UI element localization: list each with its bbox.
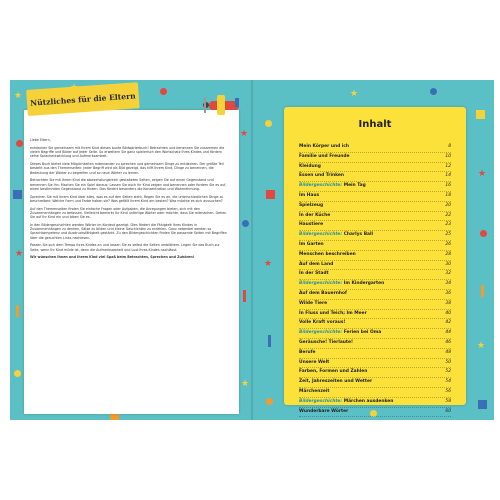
- toc-entry-page: 44: [445, 330, 451, 336]
- toc-entry-label: Ferien bei Oma: [343, 330, 382, 336]
- decorative-toy-icon: [481, 285, 484, 297]
- toc-entry: [299, 359, 451, 369]
- toc-entry-page: 8: [448, 144, 451, 149]
- toc-entry-label: Im Kindergarten: [343, 281, 385, 287]
- toc-entry-page: 52: [445, 369, 451, 375]
- toc-entry: [299, 280, 451, 290]
- toc-entry-title: [299, 280, 384, 289]
- toc-entry: [299, 388, 451, 398]
- toc-entry: [299, 408, 451, 418]
- toc-entry-page: 32: [445, 271, 451, 277]
- toc-entry: [299, 368, 451, 378]
- toc-list: [299, 143, 451, 417]
- decorative-toy-icon: [266, 190, 275, 199]
- toc-entry: [299, 290, 451, 300]
- toc-entry-title: [299, 310, 367, 319]
- toc-entry-label: Wilde Tiere: [299, 300, 328, 306]
- toc-entry-label: Mein Tag: [343, 183, 366, 189]
- toc-entry-label: Menschen beschreiben: [299, 251, 356, 257]
- decorative-toy-icon: ★: [477, 341, 486, 351]
- toc-entry-title: [299, 163, 321, 172]
- toc-entry: [299, 378, 451, 388]
- toc-entry-label: Unsere Welt: [299, 359, 330, 365]
- decorative-toy-icon: [430, 88, 437, 95]
- parents-greeting: Liebe Eltern,: [30, 138, 51, 142]
- toc-entry-label: In Fluss und Teich; Im Meer: [299, 310, 367, 316]
- toc-entry-title: [299, 319, 346, 328]
- toc-entry-page: 36: [445, 290, 451, 296]
- decorative-toy-icon: ★: [478, 169, 487, 179]
- decorative-toy-icon: [266, 398, 273, 405]
- toc-entry-label: Im Garten: [299, 241, 324, 247]
- toc-entry-label: Auf dem Land: [299, 261, 334, 267]
- toc-entry-page: 58: [445, 398, 451, 404]
- toc-entry-page: 46: [445, 339, 451, 345]
- toc-entry-page: 38: [445, 300, 451, 306]
- toc-story-prefix: Bildergeschichte:: [299, 330, 343, 336]
- toc-entry-title: [299, 231, 373, 240]
- toc-entry-title: [299, 221, 323, 230]
- toc-entry-label: Familie und Freunde: [299, 153, 350, 159]
- toy-plane-icon: [195, 89, 253, 119]
- toc-entry: [299, 231, 451, 241]
- parents-paragraph: Auf den Themenseiten finden Sie einfache Fragen oder Aufgaben, die Anregungen bieten, sich mit den Zusammenhängen zu befassen. Vielleicht bemerkt Ihr Kind unfertige Wörter oder möchte, dass Sie mitmachen. Gehen Sie auf Ihr Kind ein und loben Sie es.: [30, 206, 227, 220]
- toc-entry-label: Im Haus: [299, 192, 320, 198]
- decorative-toy-icon: [16, 140, 23, 147]
- toc-entry-title: [299, 359, 329, 368]
- toc-entry-page: 16: [445, 183, 451, 189]
- toc-entry: [299, 153, 451, 163]
- toc-entry-label: Charlys Ball: [343, 232, 374, 238]
- toc-entry-page: 23: [445, 222, 451, 228]
- toc-entry-page: 56: [445, 388, 451, 394]
- toc-story-prefix: Bildergeschichte:: [299, 232, 343, 238]
- table-of-contents-card: [284, 107, 466, 414]
- decorative-toy-icon: [243, 290, 246, 302]
- toc-entry: [299, 398, 451, 408]
- toc-entry: [299, 192, 451, 202]
- toc-entry-label: Farben, Formen und Zahlen: [299, 369, 368, 375]
- parents-closing: Wir wünschen Ihnen und Ihrem Kind viel Spaß beim Betrachten, Sprechen und Zuhören!: [30, 255, 195, 260]
- toc-entry-page: 26: [445, 241, 451, 247]
- toc-entry: [299, 221, 451, 231]
- parents-paragraph: Betrachten Sie mit Ihrem Kind die abwechslungsreich gestalteten Seiten, zeigen Sie auf einen Gegenstand und benennen Sie ihn. Machen Sie ein Spiel daraus: Lassen Sie auch Ihr Kind zeigen und benennen oder fordern Sie es auf, einen bestimmten Gegenstand zu finden. Das fördert besonders die Konzentration und Wahrnehmung.: [30, 178, 227, 191]
- toc-entry-page: 54: [445, 379, 451, 385]
- toc-entry-page: 25: [445, 232, 451, 238]
- toc-entry-title: [299, 172, 344, 181]
- toc-entry-title: [299, 261, 333, 270]
- parents-heading: Nützliches für die Eltern: [29, 90, 136, 108]
- toc-entry-page: 10: [445, 153, 451, 159]
- decorative-toy-icon: ★: [240, 129, 249, 139]
- toc-entry-page: 48: [445, 349, 451, 355]
- toc-entry-label: Berufe: [299, 349, 316, 355]
- decorative-toy-icon: [268, 335, 271, 347]
- toc-entry: [299, 310, 451, 320]
- toc-entry: [299, 261, 451, 271]
- toc-entry-title: [299, 300, 327, 309]
- toc-entry-label: Spielzeug: [299, 202, 324, 208]
- decorative-toy-icon: [16, 305, 19, 317]
- decorative-toy-icon: [14, 370, 21, 377]
- toc-entry: [299, 172, 451, 182]
- toc-story-prefix: Bildergeschichte:: [299, 398, 343, 404]
- toc-entry: [299, 212, 451, 222]
- book-spread: [10, 80, 494, 420]
- toc-entry-title: [299, 212, 330, 221]
- toc-entry: [299, 163, 451, 173]
- parents-paragraph: Passen Sie sich dem Tempo Ihres Kindes an und lassen Sie es selbst die Seiten umblättern. Legen Sie das Buch zur Seite, wenn Ihr Kind müde ist, denn die Aufmerksamkeit und Lust Ihres Kindes nachlässt.: [30, 243, 220, 252]
- toc-entry: [299, 182, 451, 192]
- toc-entry: [299, 143, 451, 153]
- decorative-toy-icon: ★: [15, 249, 24, 259]
- toc-entry-label: Wunderbare Wörter: [299, 408, 349, 414]
- parents-paragraph: In den Bildergeschichten werden Wörter im Kontext gezeigt. Dies fördert die Fähigkeit Ihres Kindes in Zusammenhängen zu denken, Sätze zu bilden und kleine Geschichten zu erzählen. Ganz nebenbei werden so Sprachkompetenz und Ausdrucksfähigkeit gestärkt. Zu den Bildergeschichten finden Sie passende Seiten mit Begriffen über die gesuchten Links nachlesen.: [30, 222, 227, 240]
- toc-entry-title: [299, 143, 349, 152]
- toc-entry: [299, 241, 451, 251]
- decorative-toy-icon: [242, 220, 249, 227]
- toc-entry: [299, 251, 451, 261]
- toc-story-prefix: Bildergeschichte:: [299, 183, 343, 189]
- toc-entry-page: 20: [445, 202, 451, 208]
- decorative-toy-icon: ★: [350, 89, 359, 99]
- toc-entry-label: Volle Kraft voraus!: [299, 320, 346, 326]
- decorative-toy-icon: ★: [264, 259, 273, 269]
- toc-entry-label: Geräusche! Tierlaute!: [299, 339, 354, 345]
- toc-story-prefix: Bildergeschichte:: [299, 281, 343, 287]
- toc-entry-title: [299, 368, 367, 377]
- decorative-toy-icon: [160, 88, 167, 95]
- decorative-toy-icon: [13, 190, 22, 199]
- toc-entry-title: [299, 251, 356, 260]
- book-spine: [251, 80, 253, 420]
- toc-entry: [299, 339, 451, 349]
- toc-entry-page: 30: [445, 261, 451, 267]
- toc-entry-page: 12: [445, 163, 451, 169]
- decorative-toy-icon: [110, 414, 119, 420]
- toc-entry-page: 40: [445, 310, 451, 316]
- toc-entry-label: Märchen ausdenken: [343, 398, 394, 404]
- toc-entry-title: [299, 349, 316, 358]
- toc-entry-label: Haustiere: [299, 222, 324, 228]
- toc-entry-title: [299, 182, 366, 191]
- toc-entry-title: [299, 339, 353, 348]
- toc-entry-page: 18: [445, 192, 451, 198]
- parents-text: [30, 138, 228, 263]
- decorative-toy-icon: ★: [14, 91, 23, 101]
- toc-entry: [299, 349, 451, 359]
- toc-entry-title: [299, 202, 323, 211]
- toc-entry-title: [299, 378, 372, 387]
- toc-entry-page: 34: [445, 281, 451, 287]
- toc-entry-label: In der Küche: [299, 212, 331, 218]
- toc-entry: [299, 270, 451, 280]
- toc-entry-title: [299, 153, 349, 162]
- decorative-toy-icon: [480, 230, 487, 237]
- toc-entry-label: Auf dem Bauernhof: [299, 290, 347, 296]
- decorative-toy-icon: [478, 400, 487, 409]
- toc-entry: [299, 329, 451, 339]
- toc-entry-label: Zeit, Jahreszeiten und Wetter: [299, 379, 373, 385]
- decorative-toy-icon: [476, 110, 485, 119]
- toc-entry-title: [299, 329, 381, 338]
- decorative-toy-icon: [265, 120, 272, 127]
- toc-entry-title: [299, 398, 393, 407]
- toc-entry-page: 42: [445, 320, 451, 326]
- toc-entry: [299, 202, 451, 212]
- toc-entry-label: Mein Körper und ich: [299, 144, 349, 149]
- toc-title: Inhalt: [358, 119, 392, 130]
- toc-entry-page: 22: [445, 212, 451, 218]
- toc-entry: [299, 319, 451, 329]
- toc-entry-label: Essen und Trinken: [299, 173, 344, 179]
- toc-entry-label: In der Stadt: [299, 271, 329, 277]
- toc-entry: [299, 300, 451, 310]
- toc-entry-title: [299, 408, 348, 417]
- toc-entry-title: [299, 192, 319, 201]
- decorative-toy-icon: ★: [241, 379, 250, 389]
- parents-paragraph: Dieses Buch bietet viele Möglichkeiten miteinander zu sprechen und gemeinsam Dinge zu entdecken. Der größte Teil besteht aus den Themenseiten: Jeder Begriff wird als Bild gezeigt, das hilft Ihrem Kind, Dinge zu benennen, die Bedeutung der Wörter zu begreifen und so neue Wörter zu lernen.: [30, 161, 224, 175]
- toc-entry-label: Kleidung: [299, 163, 321, 169]
- toc-entry-label: Märchenzeit: [299, 388, 330, 394]
- parents-paragraph: Sprechen Sie mit Ihrem Kind über alles, was es auf den Seiten sieht. Regen Sie es an, die unterschiedlichen Dinge zu beschreiben: Welche Form und Farbe haben sie? Was gefällt Ihrem Kind am besten? Was möchte es sich aussuchen?: [30, 194, 224, 203]
- toc-entry-title: [299, 241, 324, 250]
- toc-entry-title: [299, 388, 329, 397]
- toc-entry-page: 14: [445, 173, 451, 179]
- toc-entry-page: 60: [445, 408, 451, 414]
- toc-entry-page: 28: [445, 251, 451, 257]
- parents-paragraph: entdecken Sie gemeinsam mit Ihrem Kind dieses bunte Bildwörterbuch! Betrachten und benennen Sie zusammen die vielen Begriffe und Bilder auf jeder Seite. So erweitern Sie ganz spielerisch den Wortschatz Ihres Kindes und fördern seine Sprachentwicklung und Aufmerksamkeit.: [30, 145, 225, 159]
- toc-entry-title: [299, 290, 347, 299]
- toc-entry-page: 50: [445, 359, 451, 365]
- toc-entry-title: [299, 270, 329, 279]
